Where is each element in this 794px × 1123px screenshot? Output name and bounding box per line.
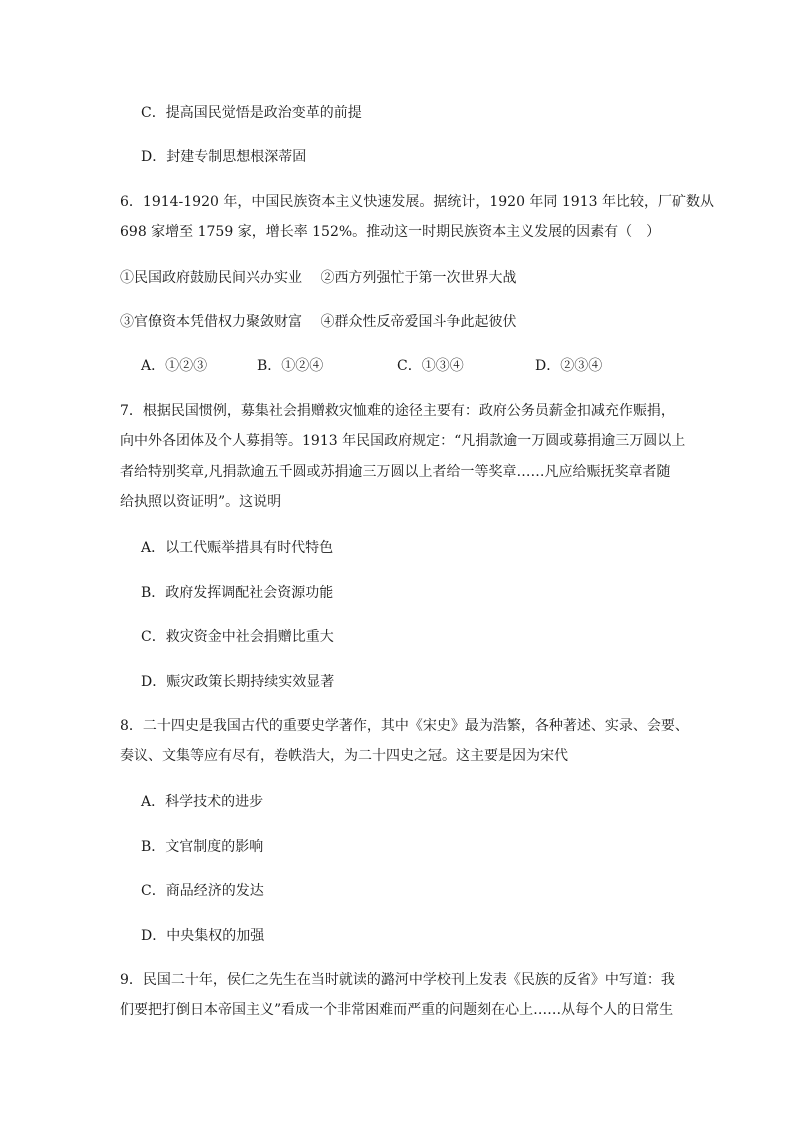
q6-option-b: B．①②④ xyxy=(257,358,324,374)
q8-stem-line-2: 奏议、文集等应有尽有，卷帙浩大，为二十四史之冠。这主要是因为宋代 xyxy=(120,748,568,764)
q5-option-d: D．封建专制思想根深蒂固 xyxy=(141,149,307,165)
q7-stem-line-3: 者给特别奖章,凡捐款逾五千圆或苏捐逾三万圆以上者给一等奖章……凡应给赈抚奖章者随 xyxy=(120,464,671,480)
q7-stem-line-2: 向中外各团体及个人募捐等。1913 年民国政府规定：“凡捐款逾一万圆或募捐逾三万圆以上 xyxy=(120,433,686,449)
q5-option-c: C．提高国民觉悟是政治变革的前提 xyxy=(141,105,362,121)
q7-stem-line-4: 给执照以资证明”。这说明 xyxy=(120,494,282,510)
q8-option-d: D．中央集权的加强 xyxy=(141,928,265,944)
q9-stem-line-1: 9．民国二十年，侯仁之先生在当时就读的潞河中学校刊上发表《民族的反省》中写道：我 xyxy=(120,972,675,988)
q7-option-c: C．救灾资金中社会捐赠比重大 xyxy=(141,629,334,645)
q8-option-a: A．科学技术的进步 xyxy=(141,794,264,810)
q7-stem-line-1: 7．根据民国惯例，募集社会捐赠救灾恤难的途径主要有：政府公务员薪金扣减充作赈捐， xyxy=(120,403,675,419)
q6-option-c: C．①③④ xyxy=(397,358,464,374)
q6-options xyxy=(141,356,661,376)
q6-item-line-2: ③官僚资本凭借权力聚敛财富 ④群众性反帝爱国斗争此起彼伏 xyxy=(120,314,517,330)
q8-option-b: B．文官制度的影响 xyxy=(141,839,264,855)
q6-item-line-1: ①民国政府鼓励民间兴办实业 ②西方列强忙于第一次世界大战 xyxy=(120,270,517,286)
q6-option-a: A．①②③ xyxy=(141,358,208,374)
q6-stem-line-2: 698 家增至 1759 家，增长率 152%。推动这一时期民族资本主义发展的因素有（ ） xyxy=(120,224,661,240)
q6-stem-line-1: 6．1914-1920 年，中国民族资本主义快速发展。据统计，1920 年同 1913 年比较，厂矿数从 xyxy=(120,194,714,210)
q7-option-a: A．以工代赈举措具有时代特色 xyxy=(141,540,334,556)
q8-option-c: C．商品经济的发达 xyxy=(141,883,264,899)
q6-option-d: D．②③④ xyxy=(535,358,603,374)
q9-stem-line-2: 们要把打倒日本帝国主义”看成一个非常困难而严重的问题刻在心上……从每个人的日常生 xyxy=(120,1002,674,1018)
q8-stem-line-1: 8．二十四史是我国古代的重要史学著作，其中《宋史》最为浩繁，各种著述、实录、会要、 xyxy=(120,718,689,734)
q7-option-d: D．赈灾政策长期持续实效显著 xyxy=(141,674,335,690)
q7-option-b: B．政府发挥调配社会资源功能 xyxy=(141,585,334,601)
